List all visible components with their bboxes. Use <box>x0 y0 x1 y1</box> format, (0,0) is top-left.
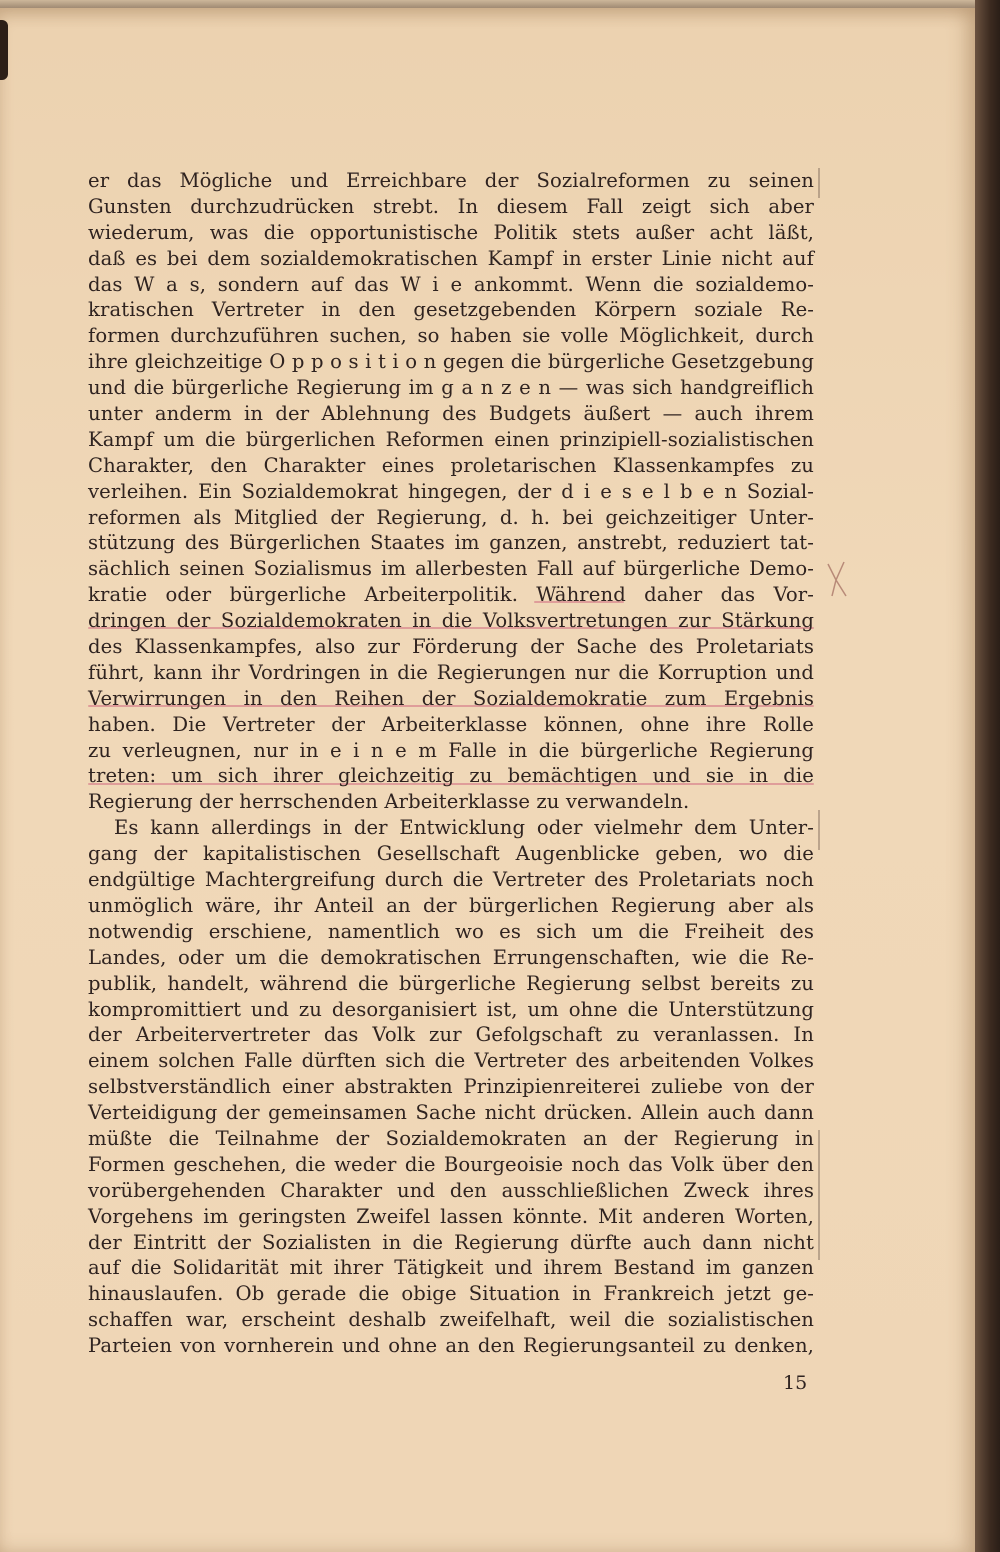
text-line: müßte die Teilnahme der Sozialdemokraten an der Regierung in <box>88 1126 814 1150</box>
text-line: hinauslaufen. Ob gerade die obige Situation in Frankreich jetzt ge- <box>88 1282 814 1306</box>
text-line: führt, kann ihr Vordringen in die Regierungen nur die Korruption und <box>88 660 814 684</box>
text-line: Formen geschehen, die weder die Bourgeoisie noch das Volk über den <box>88 1152 814 1176</box>
text-line: dringen der Sozialdemokraten in die Volksvertretungen zur Stärkung <box>88 609 814 633</box>
text-line: selbstverständlich einer abstrakten Prinzipienreiterei zuliebe von der <box>88 1075 814 1099</box>
text-line: einem solchen Falle dürften sich die Vertreter des arbeitenden Volkes <box>88 1049 814 1073</box>
text-line: und die bürgerliche Regierung im g a n z e n — was sich handgreiflich <box>88 376 814 400</box>
page-number: 15 <box>783 1372 808 1394</box>
text-line: kratischen Vertreter in den gesetzgebenden Körpern soziale Re- <box>88 298 814 322</box>
text-line: haben. Die Vertreter der Arbeiterklasse können, ohne ihre Rolle <box>88 712 814 736</box>
margin-tick <box>818 168 820 198</box>
text-line: reformen als Mitglied der Regierung, d. h. bei geichzeitiger Unter- <box>88 505 814 529</box>
text-line: Es kann allerdings in der Entwicklung oder vielmehr dem Unter- <box>114 816 814 840</box>
text-line: Gunsten durchzudrücken strebt. In diesem Fall zeigt sich aber <box>88 194 814 218</box>
text-line: vorübergehenden Charakter und den ausschließlichen Zweck ihres <box>88 1178 814 1202</box>
text-line: verleihen. Ein Sozialdemokrat hingegen, der d i e s e l b e n Sozial- <box>88 479 814 503</box>
text-line: schaffen war, erscheint deshalb zweifelhaft, weil die sozialistischen <box>88 1308 814 1332</box>
text-line: der Arbeitervertreter das Volk zur Gefolgschaft zu veranlassen. In <box>88 1023 814 1047</box>
text-line: Vorgehens im geringsten Zweifel lassen könnte. Mit anderen Worten, <box>88 1204 814 1228</box>
text-line: Kampf um die bürgerlichen Reformen einen prinzipiell-sozialistischen <box>88 427 814 451</box>
text-line: notwendig erschiene, namentlich wo es sich um die Freiheit des <box>88 919 814 943</box>
text-line: unmöglich wäre, ihr Anteil an der bürgerlichen Regierung aber als <box>88 893 814 917</box>
text-line: sächlich seinen Sozialismus im allerbesten Fall auf bürgerliche Demo- <box>88 557 814 581</box>
text-line: treten: um sich ihrer gleichzeitig zu bemächtigen und sie in die <box>88 764 814 788</box>
text-line: gang der kapitalistischen Gesellschaft Augenblicke geben, wo die <box>88 842 814 866</box>
text-line: endgültige Machtergreifung durch die Vertreter des Proletariats noch <box>88 868 814 892</box>
book-fore-edge <box>975 0 1000 1552</box>
margin-tick <box>818 1130 820 1260</box>
text-line: ihre gleichzeitige O p p o s i t i o n gegen die bürgerliche Gesetzgebung <box>88 350 814 374</box>
text-line: daß es bei dem sozialdemokratischen Kampf in erster Linie nicht auf <box>88 246 814 270</box>
text-line: Verteidigung der gemeinsamen Sache nicht drücken. Allein auch dann <box>88 1101 814 1125</box>
text-line: publik, handelt, während die bürgerliche Regierung selbst bereits zu <box>88 971 814 995</box>
book-binding-shadow <box>0 20 8 80</box>
text-line: wiederum, was die opportunistische Politik stets außer acht läßt, <box>88 220 814 244</box>
margin-annotation-mark <box>822 560 852 600</box>
text-line: stützung des Bürgerlichen Staates im ganzen, anstrebt, reduziert tat- <box>88 531 814 555</box>
text-line: zu verleugnen, nur in e i n e m Falle in die bürgerliche Regierung <box>88 738 814 762</box>
text-line: des Klassenkampfes, also zur Förderung der Sache des Proletariats <box>88 635 814 659</box>
text-line: Parteien von vornherein und ohne an den Regierungsanteil zu denken, <box>88 1334 814 1358</box>
body-text <box>88 168 814 1359</box>
text-line: Verwirrungen in den Reihen der Sozialdemokratie zum Ergebnis <box>88 686 814 710</box>
text-line: Regierung der herrschenden Arbeiterklasse zu verwandeln. <box>88 790 690 814</box>
text-line: er das Mögliche und Erreichbare der Sozialreformen zu seinen <box>88 169 814 192</box>
text-line: Landes, oder um die demokratischen Errungenschaften, wie die Re- <box>88 945 814 969</box>
margin-tick <box>818 810 820 850</box>
text-line: formen durchzuführen suchen, so haben sie volle Möglichkeit, durch <box>88 324 814 348</box>
text-line: kompromittiert und zu desorganisiert ist, um ohne die Unterstützung <box>88 997 814 1021</box>
text-line: auf die Solidarität mit ihrer Tätigkeit und ihrem Bestand im ganzen <box>88 1256 814 1280</box>
text-line: unter anderm in der Ablehnung des Budgets äußert — auch ihrem <box>88 402 814 426</box>
text-line: der Eintritt der Sozialisten in die Regierung dürfte auch dann nicht <box>88 1230 814 1254</box>
text-line: kratie oder bürgerliche Arbeiterpolitik. Während daher das Vor- <box>88 583 814 607</box>
text-line: Charakter, den Charakter eines proletarischen Klassenkampfes zu <box>88 453 814 477</box>
text-line: das W a s, sondern auf das W i e ankommt. Wenn die sozialdemo- <box>88 272 814 296</box>
